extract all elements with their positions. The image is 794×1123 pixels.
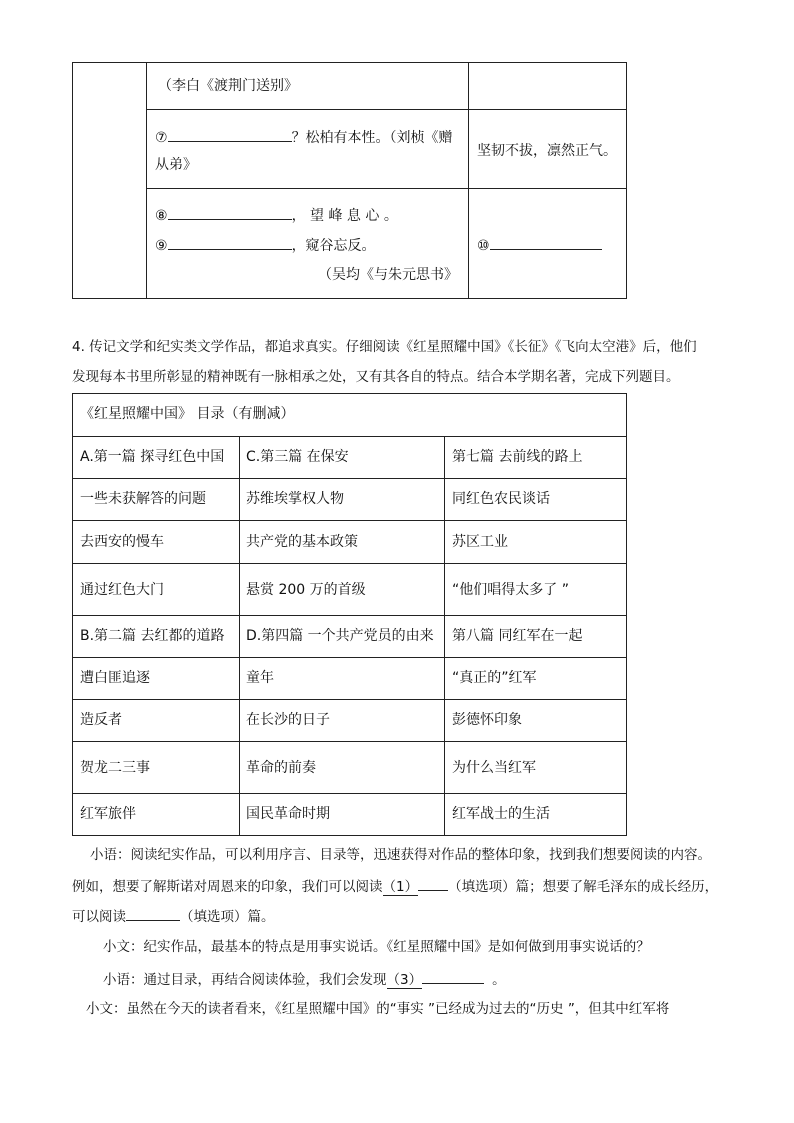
question-4-line1: 4. 传记文学和纪实类文学作品，都追求真实。仔细阅读《红星照耀中国》《长征》《飞向太空港》后，他们 xyxy=(72,339,697,355)
toc-cell: 彭德怀印象 xyxy=(452,712,522,728)
table-border xyxy=(72,298,627,299)
toc-cell: B.第二篇 去红都的道路 xyxy=(80,628,225,644)
blank-number: ⑩ xyxy=(477,238,490,254)
table-border xyxy=(72,615,627,616)
dialogue-text: 。 xyxy=(492,972,506,988)
poem-source: （李白《渡荆门送别》 xyxy=(158,78,298,94)
table-border xyxy=(72,62,627,63)
toc-cell: 一些未获解答的问题 xyxy=(80,491,206,507)
blank-number: ⑦ xyxy=(155,130,168,146)
dialogue-paragraph-1-line2 xyxy=(72,876,718,896)
toc-cell: 悬赏 200 万的首级 xyxy=(246,582,366,598)
toc-cell: 同红色农民谈话 xyxy=(452,491,550,507)
answer-blank-9[interactable] xyxy=(168,235,292,250)
answer-blank-10[interactable] xyxy=(490,235,602,250)
table-border xyxy=(72,436,627,437)
dialogue-paragraph-1-line1: 小语：阅读纪实作品，可以利用序言、目录等，迅速获得对作品的整体印象，找到我们想要阅读的内容。 xyxy=(90,847,711,863)
toc-cell: 苏维埃掌权人物 xyxy=(246,491,344,507)
answer-blank-2[interactable] xyxy=(126,906,180,921)
table-border xyxy=(72,699,627,700)
toc-cell: 童年 xyxy=(246,670,274,686)
toc-cell: 第七篇 去前线的路上 xyxy=(452,449,583,465)
toc-cell: 共产党的基本政策 xyxy=(246,534,358,550)
answer-blank-1-tail[interactable] xyxy=(418,876,448,891)
dialogue-paragraph-3 xyxy=(103,969,506,989)
toc-cell: A.第一篇 探寻红色中国 xyxy=(80,449,225,465)
dialogue-text: 可以阅读 xyxy=(72,909,126,925)
poem-text: ，窥谷忘反。 xyxy=(291,238,376,254)
poem-source: （吴均《与朱元思书》 xyxy=(318,267,458,283)
table-border xyxy=(72,741,627,742)
table-border xyxy=(72,478,627,479)
table-border xyxy=(72,62,73,299)
answer-blank-7[interactable] xyxy=(168,127,292,142)
answer-blank-3[interactable]: （3） xyxy=(386,972,423,988)
toc-cell: 造反者 xyxy=(80,712,122,728)
toc-cell: 第八篇 同红军在一起 xyxy=(452,628,583,644)
toc-cell: 革命的前奏 xyxy=(246,760,316,776)
poem-line-9 xyxy=(155,235,376,255)
poem-line-10 xyxy=(477,235,602,255)
poem-source-line2: 从弟》 xyxy=(155,157,197,173)
toc-cell: “真正的”红军 xyxy=(452,670,537,686)
toc-title: 《红星照耀中国》 目录（有删减） xyxy=(80,406,295,422)
question-4-line2: 发现每本书里所彰显的精神既有一脉相承之处，又有其各自的特点。结合本学期名著，完成下列题目。 xyxy=(72,369,680,385)
table-border xyxy=(239,436,240,836)
toc-cell: 遭白匪追逐 xyxy=(80,670,150,686)
toc-cell: 在长沙的日子 xyxy=(246,712,330,728)
poem-line-8 xyxy=(155,205,398,225)
table-border xyxy=(72,657,627,658)
dialogue-paragraph-1-line3 xyxy=(72,906,275,926)
table-border xyxy=(72,393,627,394)
table-border xyxy=(146,62,147,299)
toc-cell: “他们唱得太多了 ” xyxy=(452,582,569,598)
table-border xyxy=(626,62,627,299)
toc-cell: 通过红色大门 xyxy=(80,582,164,598)
blank-number: ⑨ xyxy=(155,238,168,254)
toc-cell: 红军战士的生活 xyxy=(452,806,550,822)
blank-number: ⑧ xyxy=(155,208,168,224)
table-border xyxy=(72,563,627,564)
dialogue-paragraph-2: 小文：纪实作品，最基本的特点是用事实说话。《红星照耀中国》是如何做到用事实说话的？ xyxy=(103,939,650,955)
toc-cell: C.第三篇 在保安 xyxy=(246,449,349,465)
answer-blank-1[interactable]: （1） xyxy=(382,879,419,895)
table-border xyxy=(146,188,627,189)
toc-cell: 红军旅伴 xyxy=(80,806,136,822)
table-border xyxy=(146,109,627,110)
table-border xyxy=(72,520,627,521)
toc-cell: 贺龙二三事 xyxy=(80,760,150,776)
dialogue-text: （填选项）篇。 xyxy=(180,909,275,925)
toc-cell: 国民革命时期 xyxy=(246,806,330,822)
poem-text: ？松柏有本性。（刘桢《赠 xyxy=(291,130,453,146)
toc-cell: 为什么当红军 xyxy=(452,760,536,776)
dialogue-text: （填选项）篇；想要了解毛泽东的成长经历， xyxy=(448,879,719,895)
poem-text: ， 望 峰 息 心 。 xyxy=(291,208,398,224)
answer-text: 坚韧不拔，凛然正气。 xyxy=(477,143,617,159)
table-border xyxy=(444,436,445,836)
table-border xyxy=(72,793,627,794)
poem-line-7 xyxy=(155,127,453,147)
table-border xyxy=(72,835,627,836)
toc-cell: 苏区工业 xyxy=(452,534,508,550)
answer-blank-8[interactable] xyxy=(168,205,292,220)
dialogue-text: 例如，想要了解斯诺对周恩来的印象，我们可以阅读 xyxy=(72,879,383,895)
dialogue-paragraph-4: 小文：虽然在今天的读者看来，《红星照耀中国》的“事实 ”已经成为过去的“历史 ”，但其中红军将 xyxy=(86,1001,670,1017)
toc-cell: D.第四篇 一个共产党员的由来 xyxy=(246,628,434,644)
answer-blank-3-tail[interactable] xyxy=(422,969,484,984)
dialogue-text: 小语：通过目录，再结合阅读体验，我们会发现 xyxy=(103,972,387,988)
table-border xyxy=(468,62,469,299)
toc-cell: 去西安的慢车 xyxy=(80,534,164,550)
